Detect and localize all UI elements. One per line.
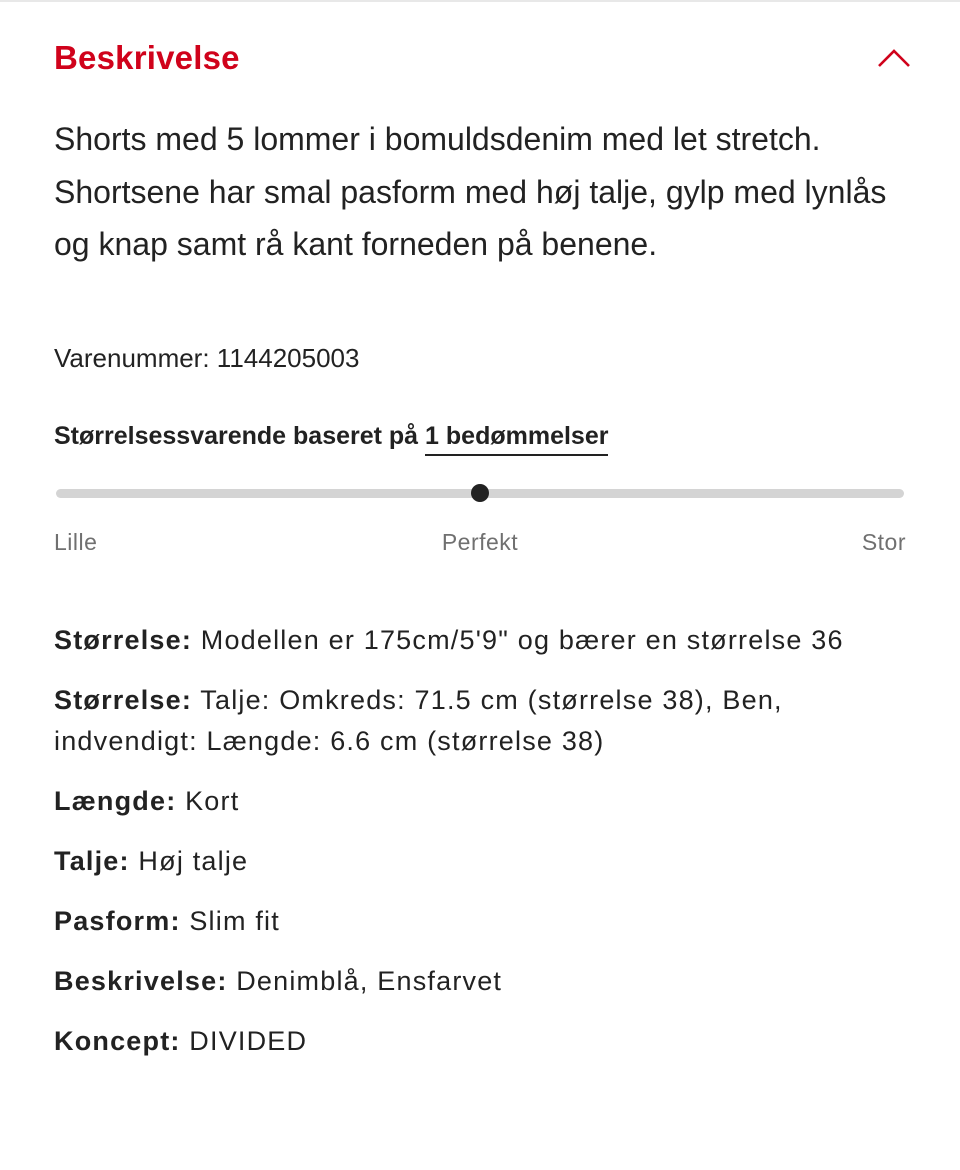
- fit-label-small: Lille: [54, 529, 98, 555]
- detail-value: Slim fit: [189, 906, 280, 936]
- detail-value: Denimblå, Ensfarvet: [236, 966, 503, 996]
- accordion-header[interactable]: [54, 36, 906, 80]
- section-title: Beskrivelse: [54, 39, 240, 76]
- detail-key: Koncept:: [54, 1026, 181, 1056]
- article-number: Varenummer: 1144205003: [54, 343, 360, 373]
- top-divider: [0, 0, 960, 2]
- detail-key: Størrelse:: [54, 625, 193, 655]
- fit-scale-labels: [54, 526, 906, 558]
- fit-heading-text: Størrelsessvarende baseret på: [54, 422, 426, 450]
- detail-value: DIVIDED: [189, 1026, 308, 1056]
- detail-value: Kort: [185, 786, 240, 816]
- fit-label-perfect: Perfekt: [441, 529, 519, 555]
- detail-value: Høj talje: [138, 846, 249, 876]
- detail-waist: [54, 841, 906, 882]
- fit-heading: [54, 417, 608, 455]
- detail-value: Modellen er 175cm/5'9" og bærer en størrelse 36: [200, 625, 844, 655]
- detail-key: Størrelse:: [54, 685, 193, 715]
- detail-key: Pasform:: [54, 906, 181, 936]
- fit-slider-marker: [471, 484, 489, 502]
- detail-key: Længde:: [54, 786, 177, 816]
- fit-label-large: Stor: [861, 529, 906, 555]
- detail-concept: [54, 1021, 906, 1062]
- detail-length: [54, 781, 906, 822]
- fit-slider: [56, 484, 904, 502]
- detail-description: [54, 961, 906, 1002]
- product-description: Shorts med 5 lommer i bomuldsdenim med let stretch. Shortsene har smal pasform med høj talje, gylp med lynlås og knap samt rå kant forneden på benene.: [54, 121, 887, 262]
- detail-fit: [54, 901, 906, 942]
- detail-key: Beskrivelse:: [54, 966, 228, 996]
- product-details-list: [54, 620, 906, 1081]
- detail-value: Talje: Omkreds: 71.5 cm (størrelse 38), Ben, indvendigt: Længde: 6.6 cm (størrelse 38): [54, 685, 783, 756]
- detail-size-model: [54, 620, 906, 661]
- chevron-up-icon[interactable]: [874, 38, 914, 78]
- detail-size-measurements: [54, 680, 906, 762]
- detail-key: Talje:: [54, 846, 130, 876]
- reviews-link[interactable]: 1 bedømmelser: [425, 422, 608, 456]
